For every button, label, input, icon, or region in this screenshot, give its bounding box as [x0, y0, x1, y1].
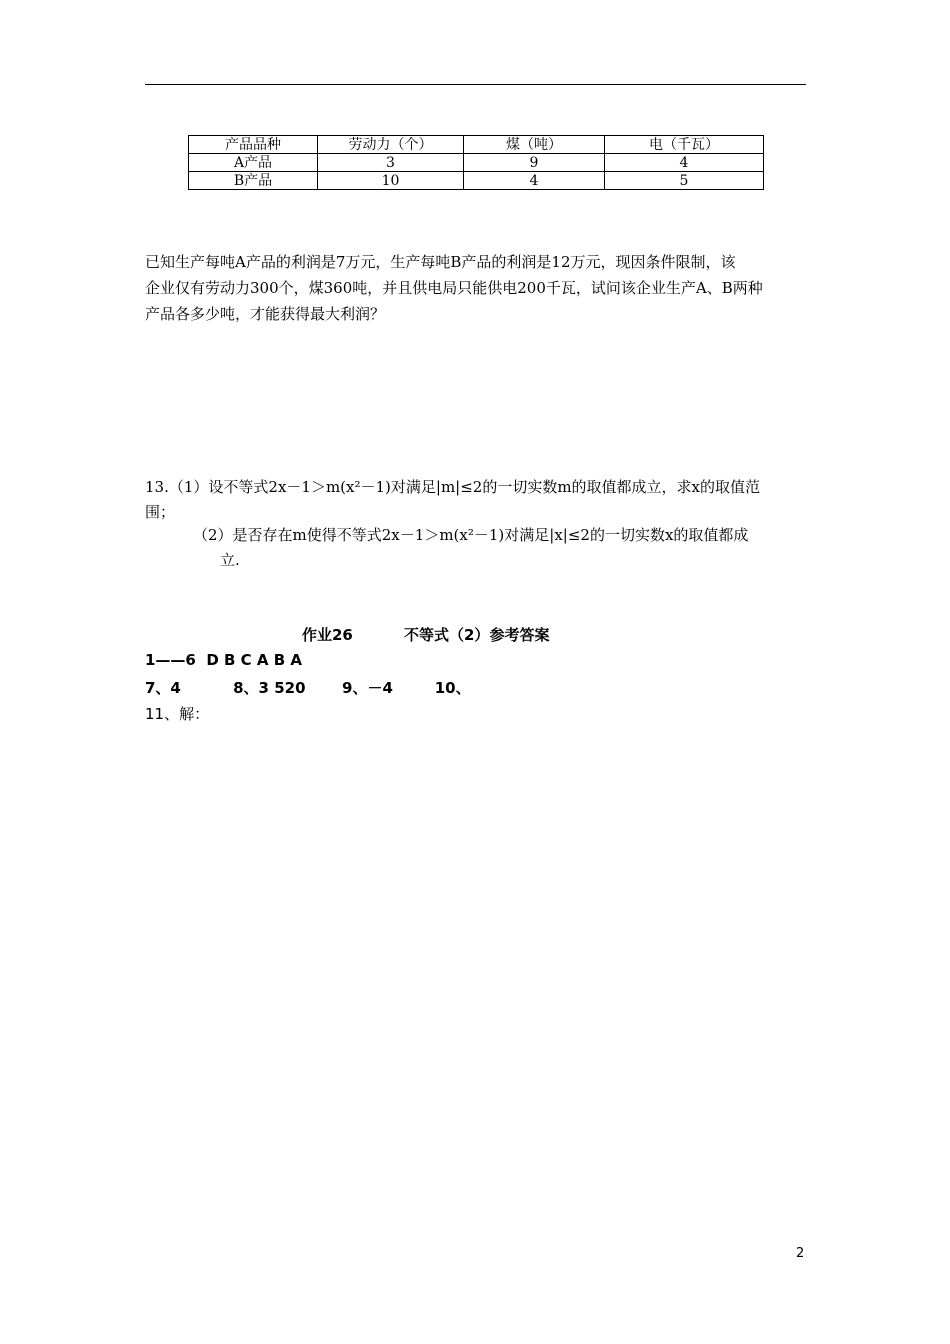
problem12-line: 企业仅有劳动力300个，煤360吨，并且供电局只能供电200千瓦，试问该企业生产A、B两种 [145, 279, 763, 297]
table-cell: 10 [318, 172, 464, 190]
table-row [189, 172, 764, 190]
answer-line: 11、解： [145, 705, 210, 723]
problem12-line: 产品各多少吨，才能获得最大利润？ [145, 305, 386, 323]
problem13-line: 13.（1）设不等式2x－1＞m(x²－1)对满足|m|≤2的一切实数m的取值都成立，求x的取值范 [145, 478, 761, 496]
header-rule [145, 84, 806, 85]
answer-line: 1——6 D B C A B A [145, 651, 302, 669]
table-header-cell: 劳动力（个） [318, 136, 464, 154]
table-header-cell: 煤（吨） [464, 136, 605, 154]
table-cell: A产品 [189, 154, 318, 172]
problem12-line: 已知生产每吨A产品的利润是7万元，生产每吨B产品的利润是12万元，现因条件限制，该 [145, 253, 736, 271]
problem13-line: 围； [145, 503, 176, 521]
table-cell: 5 [605, 172, 764, 190]
page-number: 2 [796, 1246, 805, 1261]
problem13-line: （2）是否存在m使得不等式2x－1＞m(x²－1)对满足|x|≤2的一切实数x的取值都成 [193, 526, 749, 544]
answer-title-left: 作业26 [302, 626, 353, 644]
table-cell: 3 [318, 154, 464, 172]
table-cell: 4 [605, 154, 764, 172]
table-cell: 4 [464, 172, 605, 190]
answer-title-right: 不等式（2）参考答案 [404, 626, 550, 644]
table-cell: 9 [464, 154, 605, 172]
table-header-cell: 电（千瓦） [605, 136, 764, 154]
product-table [188, 135, 764, 190]
table-header-row [189, 136, 764, 154]
table-header-cell: 产品品种 [189, 136, 318, 154]
table-row [189, 154, 764, 172]
table-cell: B产品 [189, 172, 318, 190]
answer-line: 7、4 8、3 520 9、－4 10、 [145, 679, 471, 697]
problem13-line: 立. [220, 551, 240, 569]
